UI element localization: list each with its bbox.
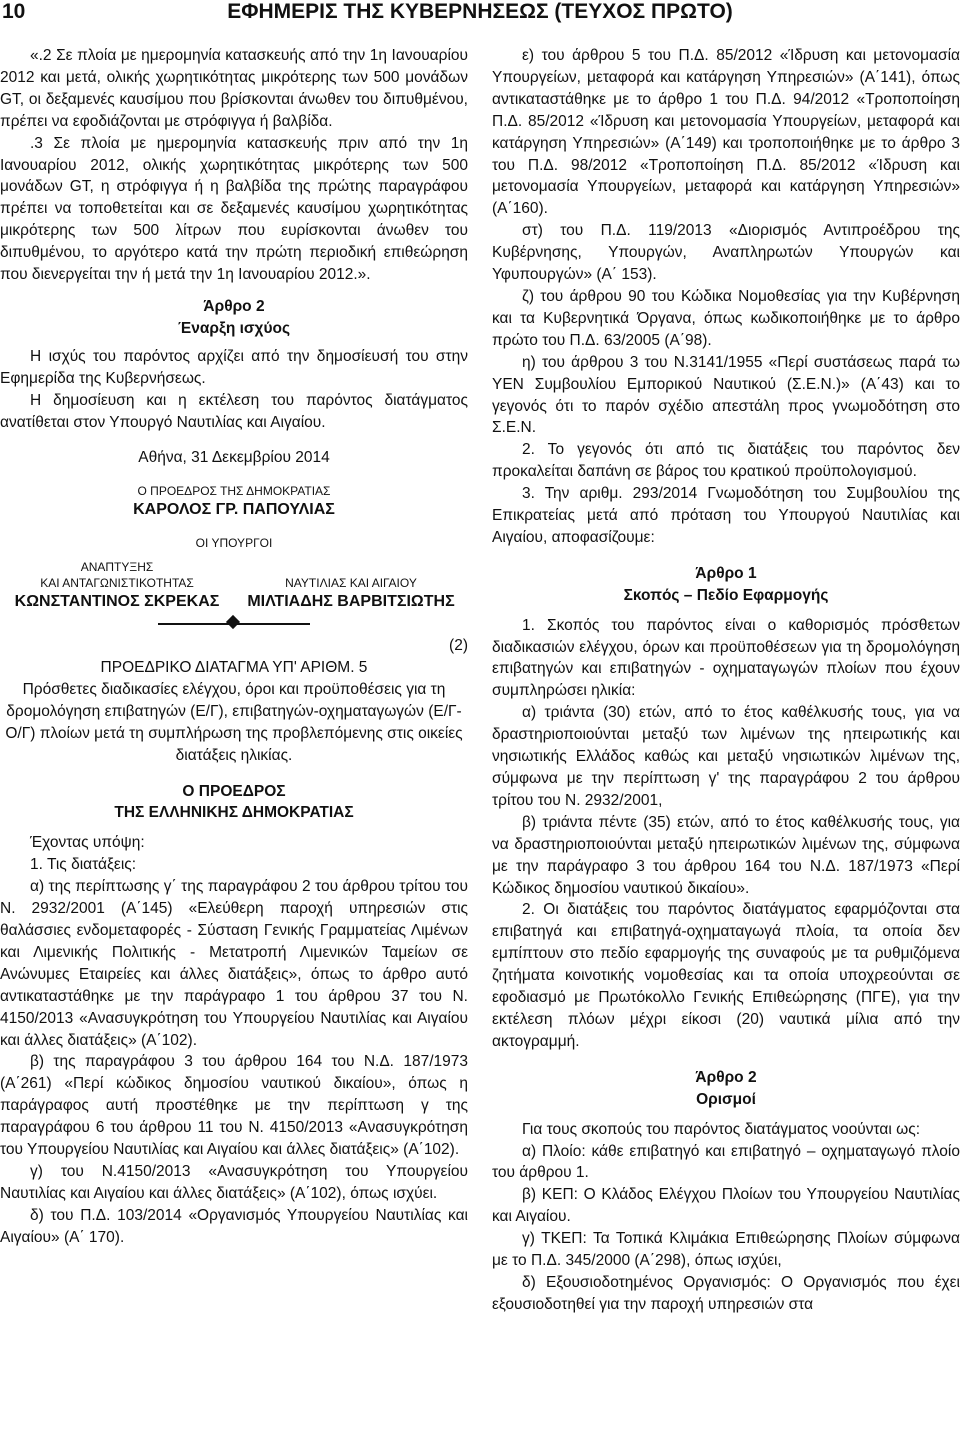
page-number: 10 — [2, 0, 26, 23]
paragraph: Η ισχύς του παρόντος αρχίζει από την δημοσίευσή του στην Εφημερίδα της Κυβερνήσεως. — [0, 347, 468, 387]
left-column — [0, 45, 468, 1249]
section-divider — [0, 613, 468, 635]
minister2-title: ΝΑΥΤΙΛΙΑΣ ΚΑΙ ΑΙΓΑΙΟΥ — [285, 576, 417, 591]
decree-subject: Πρόσθετες διαδικασίες ελέγχου, όροι και προϋποθέσεις για τη δρομολόγηση επιβατηγών (Ε/Γ), επιβατηγών-οχηματαγωγών (Ε/Γ-Ο/Γ) πλοίων μετά τη συμπλήρωση της προβλεπόμενης στις οικείες διατάξεις ηλικίας. — [5, 680, 463, 764]
article-subtitle: Σκοπός – Πεδίο Εφαρμογής — [623, 586, 829, 604]
paragraph: «.2 Σε πλοία με ημερομηνία κατασκευής από την 1η Ιανουαρίου 2012 και μετά, ολικής χωρητικότητας μικρότερης των 500 μονάδων GT, οι δεξαμενές καυσίμου που βρίσκονται άνωθεν του διπυθμένου, πρέπει να εφοδιάζονται με στρόφιγγα ή βαλβίδα. — [0, 47, 468, 130]
paragraph: ζ) του άρθρου 90 του Κώδικα Νομοθεσίας για την Κυβέρνηση και τα Κυβερνητικά Όργανα, όπως κωδικοποιήθηκε με το άρθρο πρώτο του Π.Δ. 63/2005 (Α΄98). — [492, 287, 960, 349]
paragraph: Η δημοσίευση και η εκτέλεση του παρόντος διατάγματος ανατίθεται στον Υπουργό Ναυτιλίας και Αιγαίου. — [0, 391, 468, 431]
paragraph: Για τους σκοπούς του παρόντος διατάγματος νοούνται ως: — [522, 1120, 921, 1138]
president-heading: Ο ΠΡΟΕΔΡΟΣ — [182, 782, 286, 800]
ministers-label: ΟΙ ΥΠΟΥΡΓΟΙ — [195, 536, 273, 551]
president-name: ΚΑΡΟΛΟΣ ΓΡ. ΠΑΠΟΥΛΙΑΣ — [133, 501, 335, 519]
diamond-icon — [226, 615, 240, 629]
paragraph: δ) Εξουσιοδοτημένος Οργανισμός: Ο Οργανισμός που έχει εξουσιοδοτηθεί για την παροχή υπηρεσιών στα — [492, 1273, 960, 1313]
paragraph: .3 Σε πλοία με ημερομηνία κατασκευής πριν από την 1η Ιανουαρίου 2012, ολικής χωρητικότητας μικρότερης των 500 μονάδων GT, η στρόφιγγα ή η βαλβίδα της πρώτης παραγράφου πρέπει να τοποθετείται και σε δεξαμενές καυσίμου χωρητικότητας μικρότερης των 500 λίτρων που ευρίσκονται άνωθεν του διπυθμένου, το αργότερο κατά την πρώτη περιοδική επιθεώρηση που διενεργείται την ή μετά την 1η Ιανουαρίου 2012.». — [0, 134, 468, 284]
signing-date: Αθήνα, 31 Δεκεμβρίου 2014 — [138, 449, 330, 467]
paragraph: στ) του Π.Δ. 119/2013 «Διορισμός Αντιπροέδρου της Κυβέρνησης, Υπουργών, Αναπληρωτών Υπουργών και Υφυπουργών» (Α΄ 153). — [492, 222, 960, 284]
paragraph: γ) ΤΚΕΠ: Τα Τοπικά Κλιμάκια Επιθεώρησης Πλοίων σύμφωνα με το Π.Δ. 345/2000 (Α΄298), όπως ισχύει, — [492, 1230, 960, 1270]
president-heading: ΤΗΣ ΕΛΛΗΝΙΚΗΣ ΔΗΜΟΚΡΑΤΙΑΣ — [114, 804, 354, 822]
minister1-title: ΑΝΑΠΤΥΞΗΣ — [80, 560, 154, 575]
minister1-title: ΚΑΙ ΑΝΤΑΓΩΝΙΣΤΙΚΟΤΗΤΑΣ — [40, 576, 194, 591]
paragraph: 1. Σκοπός του παρόντος είναι ο καθορισμός πρόσθετων διαδικασιών ελέγχου, όρων και προϋποθέσεων για τη δρομολόγηση επιβατηγών και επιβατηγών - οχηματαγωγών πλοίων που έχουν συμπληρώσει ηλικία: — [492, 616, 960, 700]
page-header — [0, 0, 960, 34]
paragraph: α) Πλοίο: κάθε επιβατηγό και επιβατηγό – οχηματαγωγό πλοίο του άρθρου 1. — [492, 1142, 960, 1182]
paragraph: β) της παραγράφου 3 του άρθρου 164 του Ν.Δ. 187/1973 (Α΄261) «Περί κώδικος δημοσίου ναυτικού δικαίου», όπως η παράγραφος αυτή προστέθηκε με την περίπτωση γ της παραγράφου 6 του άρθρου 11 του Ν. 4150/2013 «Ανασυγκρότηση του Υπουργείου Ναυτιλίας και Αιγαίου και άλλες διατάξεις» (Α΄102). — [0, 1053, 468, 1159]
paragraph: β) ΚΕΠ: Ο Κλάδος Ελέγχου Πλοίων του Υπουργείου Ναυτιλίας και Αιγαίου. — [492, 1186, 960, 1226]
gazette-title: ΕΦΗΜΕΡΙΣ ΤΗΣ ΚΥΒΕΡΝΗΣΕΩΣ (ΤΕΥΧΟΣ ΠΡΩΤΟ) — [227, 0, 733, 23]
paragraph: 3. Την αριθμ. 293/2014 Γνωμοδότηση του Συμβουλίου της Επικρατείας μετά από πρόταση του Υπουργού Ναυτιλίας και Αιγαίου, αποφασίζουμε: — [492, 485, 960, 546]
reference-number: (2) — [449, 637, 468, 655]
minister1-name: ΚΩΝΣΤΑΝΤΙΝΟΣ ΣΚΡΕΚΑΣ — [14, 593, 220, 611]
paragraph: δ) του Π.Δ. 103/2014 «Οργανισμός Υπουργείου Ναυτιλίας και Αιγαίου» (Α΄ 170). — [0, 1206, 468, 1246]
right-column — [492, 45, 960, 1316]
article-title: Άρθρο 2 — [695, 1068, 757, 1086]
paragraph: η) του άρθρου 3 του Ν.3141/1955 «Περί συστάσεως παρά τω ΥΕΝ Συμβουλίου Εμπορικού Ναυτικού (Σ.Ε.Ν.)» (Α΄43) και το γεγονός ότι το παρόν σχέδιο απεστάλη προς γνωμοδότηση στο Σ.Ε.Ν. — [492, 353, 960, 437]
minister-signatures — [0, 559, 468, 613]
article-subtitle: Ορισμοί — [696, 1090, 756, 1108]
paragraph: α) της περίπτωσης γ΄ της παραγράφου 2 του άρθρου τρίτου του Ν. 2932/2001 (Α΄145) «Ελεύθερη παροχή υπηρεσιών στις θαλάσσιες ενδομεταφορές - Σύσταση Γενικής Γραμματείας Λιμένων και Λιμενικής Πολιτικής - Μετατροπή Λιμενικών Ταμείων σε Ανώνυμες Εταιρείες και άλλες διατάξεις», όπως το άρθρο αυτό αντικαταστάθηκε με την παράγραφο 1 του άρθρου 37 του Ν. 4150/2013 «Ανασυγκρότηση του Υπουργείου Ναυτιλίας και Αιγαίου και άλλες διατάξεις» (Α΄102). — [0, 878, 468, 1049]
paragraph: α) τριάντα (30) ετών, από το έτος καθέλκυσής τους, για να δραστηριοποιούνται μεταξύ των λιμένων της ηπειρωτικής και νησιωτικής Ελλάδος καθώς και μεταξύ νησιωτικών λιμένων της, σύμφωνα με την περίπτωση γ' της παραγράφου 2 του άρθρου τρίτου του Ν. 2932/2001, — [492, 704, 960, 809]
paragraph: 1. Τις διατάξεις: — [30, 856, 137, 874]
president-label: Ο ΠΡΟΕΔΡΟΣ ΤΗΣ ΔΗΜΟΚΡΑΤΙΑΣ — [137, 484, 331, 499]
paragraph: Έχοντας υπόψη: — [30, 834, 145, 852]
minister2-name: ΜΙΛΤΙΑΔΗΣ ΒΑΡΒΙΤΣΙΩΤΗΣ — [247, 593, 455, 611]
article-subtitle: Έναρξη ισχύος — [177, 319, 291, 337]
paragraph: 2. Οι διατάξεις του παρόντος διατάγματος εφαρμόζονται στα επιβατηγά και επιβατηγά-οχηματαγωγά πλοία, τα οποία δεν εμπίπτουν στο πεδίο εφαρμογής της συναφούς με τα ρυθμιζόμενα ζητήματα κοινοτικής νομοθεσίας και τα οποία υποχρεούνται σε εφοδιασμό με Πρωτόκολλο Γενικής Επιθεώρησης (ΠΓΕ), για την εκτέλεση πλόων μέχρι είκοσι (20) ναυτικά μίλια από την ακτογραμμή. — [492, 901, 960, 1050]
paragraph: γ) του Ν.4150/2013 «Ανασυγκρότηση του Υπουργείου Ναυτιλίας και Αιγαίου και άλλες διατάξεις» (Α΄102), όπως ισχύει. — [0, 1162, 468, 1202]
paragraph: β) τριάντα πέντε (35) ετών, από το έτος καθέλκυσής τους, για να δραστηριοποιούνται μεταξύ ηπειρωτικών λιμένων της, σύμφωνα με την παράγραφο 3 του άρθρου 164 του Ν.Δ. 187/1973 «Περί Κώδικος δημοσίου ναυτικού δικαίου». — [492, 813, 960, 897]
paragraph: ε) του άρθρου 5 του Π.Δ. 85/2012 «Ίδρυση και μετονομασία Υπουργείων, μεταφορά και κατάργηση Υπηρεσιών» (Α΄141), όπως αντικαταστάθηκε με το άρθρο 1 του Π.Δ. 94/2012 «Τροποποίηση Π.Δ. 85/2012 «Ίδρυση και μετονομασία Υπουργείων, μεταφορά και κατάργηση Υπηρεσιών» (Α΄149) και τροποποιήθηκε με το άρθρο 3 του Π.Δ. 98/2012 «Τροποποίηση Π.Δ. 85/2012 «Ίδρυση και μετονομασία Υπουργείων, μεταφορά και κατάργηση Υπηρεσιών» (Α΄160). — [492, 47, 960, 218]
article-title: Άρθρο 1 — [695, 564, 757, 582]
article-title: Άρθρο 2 — [203, 297, 265, 315]
decree-title: ΠΡΟΕΔΡΙΚΟ ΔΙΑΤΑΓΜΑ ΥΠ' ΑΡΙΘΜ. 5 — [100, 659, 368, 677]
paragraph: 2. Το γεγονός ότι από τις διατάξεις του παρόντος δεν προκαλείται δαπάνη σε βάρος του κρατικού προϋπολογισμού. — [492, 441, 960, 481]
